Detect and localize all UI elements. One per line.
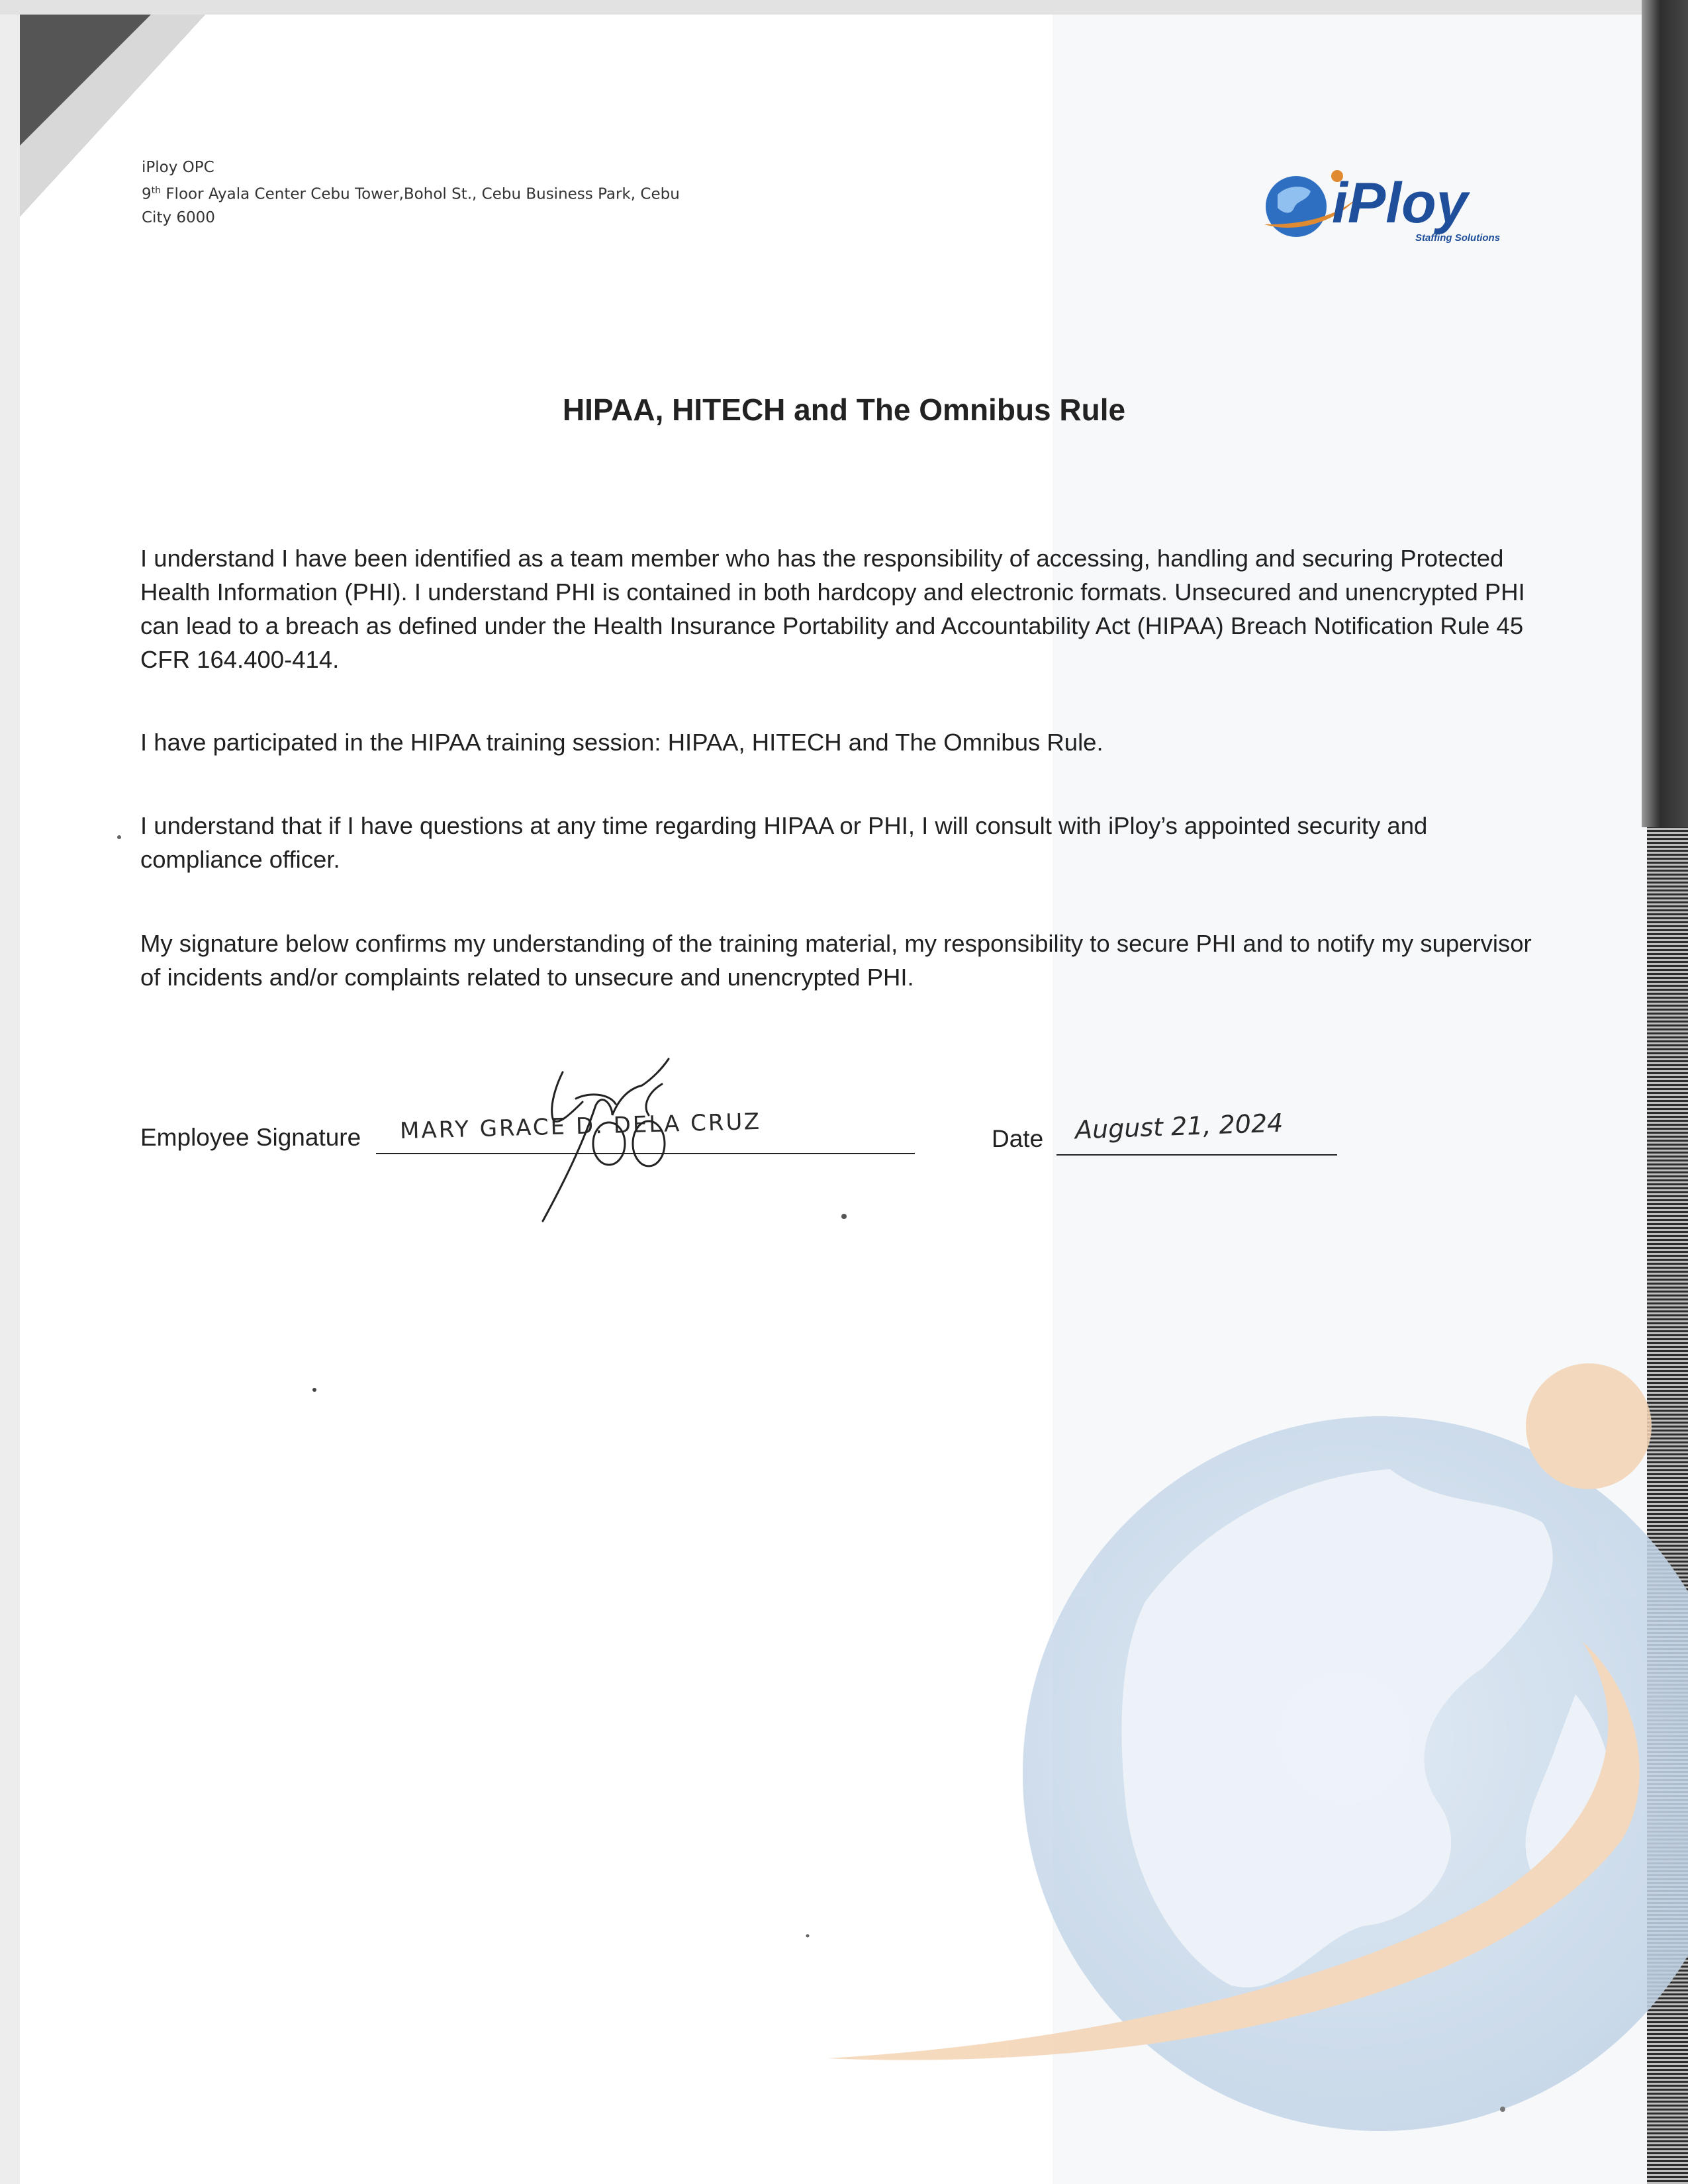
paragraph-compliance-officer: I understand that if I have questions at any time regarding HIPAA or PHI, I will consult with iPloy’s appointed security and compliance officer. (140, 812, 1428, 873)
iploy-logo (1258, 161, 1509, 251)
logo-brand-text: iPloy (1332, 171, 1468, 235)
floor-number: 9 (142, 185, 152, 203)
document-title: HIPAA, HITECH and The Omnibus Rule (562, 392, 1126, 427)
company-name: iPloy OPC (142, 159, 214, 176)
employee-signature-label: Employee Signature (140, 1124, 361, 1151)
company-address-block (142, 156, 680, 230)
logo-tagline-text: Staffing Solutions (1415, 232, 1501, 244)
date-line (1056, 1154, 1337, 1156)
company-address-line1 (142, 179, 680, 206)
paragraph-training-session: I have participated in the HIPAA training session: HIPAA, HITECH and The Omnibus Rule. (140, 729, 1103, 756)
logo-globe-icon (1266, 176, 1327, 237)
date-label: Date (992, 1125, 1044, 1152)
paragraph-signature-confirmation: My signature below confirms my understanding of the training material, my responsibility to secure PHI and to notify my supervisor of incidents and/or complaints related to unsecure and unencrypted PHI. (140, 930, 1532, 991)
handwritten-employee-name: MARY GRACE D. DELA CRUZ (399, 1108, 762, 1145)
company-address-line2: City 6000 (142, 208, 215, 226)
floor-suffix: th (151, 185, 162, 196)
paragraph-phi-responsibility: I understand I have been identified as a team member who has the responsibility of accessing, handling and securing Protected Health Information (PHI). I understand PHI is contained in both hardcopy and electronic formats. Unsecured and unencrypted PHI can lead to a breach as defined under the Health Insurance Portability and Accountability Act (HIPAA) Breach Notification Rule 45 CFR 164.400-414. (140, 545, 1525, 673)
signature-scribble-icon (483, 1052, 722, 1224)
handwritten-date: August 21, 2024 (1074, 1108, 1284, 1145)
address-rest: Floor Ayala Center Cebu Tower,Bohol St., Cebu Business Park, Cebu (161, 185, 680, 203)
